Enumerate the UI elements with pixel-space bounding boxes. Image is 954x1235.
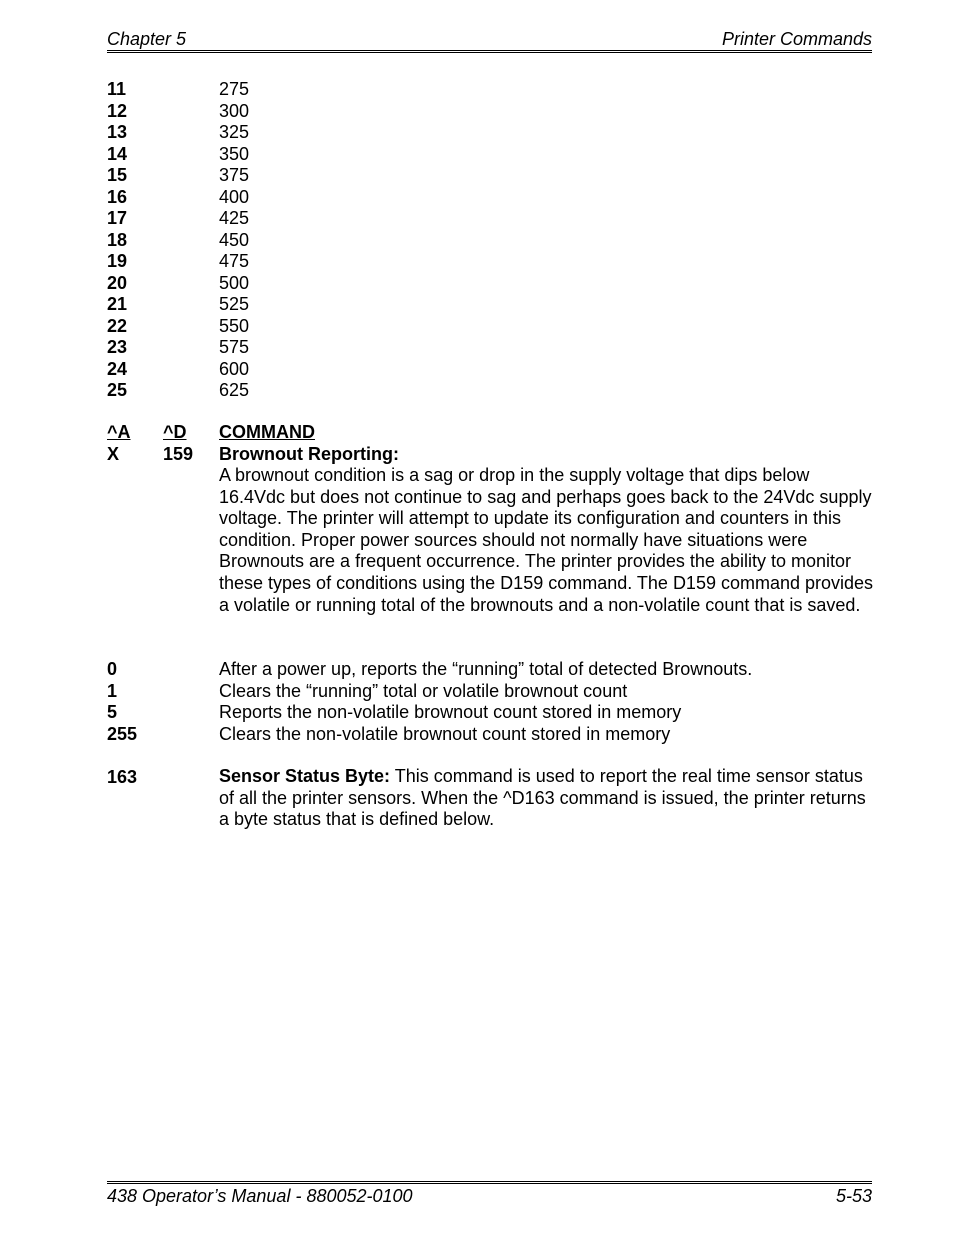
value-amount: 375 — [219, 165, 250, 185]
value-amount: 600 — [219, 358, 250, 379]
page-footer — [107, 1184, 872, 1208]
value-amount: 625 — [219, 380, 250, 400]
value-index: 22 — [107, 315, 128, 336]
sensor-description: This command is used to report the real time sensor status of all the printer sensors. When the ^D163 command is issued, the printer returns a byte status that is defined below. — [219, 766, 866, 830]
manual-title: 438 Operator’s Manual - 880052-0100 — [107, 1186, 413, 1206]
sensor-d-code: 163 — [107, 767, 138, 787]
value-amount: 275 — [219, 79, 250, 99]
value-amount: 300 — [219, 100, 250, 121]
option-description: Clears the non-volatile brownout count stored in memory — [219, 723, 671, 744]
page-header — [107, 27, 872, 51]
sensor-title: Sensor Status Byte: — [219, 766, 391, 786]
column-header-command: COMMAND — [219, 422, 315, 442]
value-amount: 475 — [219, 251, 250, 271]
value-index: 11 — [107, 79, 127, 99]
value-amount: 400 — [219, 186, 250, 207]
value-index: 14 — [107, 143, 128, 164]
option-value: 5 — [107, 702, 118, 723]
value-index: 24 — [107, 358, 128, 379]
value-index: 13 — [107, 122, 128, 142]
value-index: 18 — [107, 229, 128, 250]
value-amount: 550 — [219, 315, 250, 336]
option-value: 0 — [107, 659, 118, 679]
brownout-a-code: X — [107, 444, 120, 464]
option-value: 255 — [107, 723, 138, 744]
value-index: 16 — [107, 186, 128, 207]
option-description: Reports the non-volatile brownout count stored in memory — [219, 702, 682, 723]
option-value: 1 — [107, 680, 118, 701]
value-index: 25 — [107, 380, 128, 400]
brownout-title: Brownout Reporting: — [219, 444, 399, 464]
value-index: 19 — [107, 251, 128, 271]
brownout-d-code: 159 — [163, 444, 194, 464]
value-amount: 425 — [219, 208, 250, 228]
column-header-a: ^A — [107, 422, 131, 442]
value-index: 20 — [107, 272, 128, 293]
column-header-d: ^D — [163, 422, 187, 442]
value-index: 17 — [107, 208, 128, 228]
sensor-description-block — [219, 766, 874, 831]
value-index: 12 — [107, 100, 128, 121]
page-number: 5-53 — [835, 1186, 872, 1206]
section-label: Printer Commands — [721, 29, 872, 49]
value-amount: 450 — [219, 229, 250, 250]
header-rule — [107, 50, 872, 53]
option-description: After a power up, reports the “running” total of detected Brownouts. — [219, 659, 753, 679]
option-description: Clears the “running” total or volatile brownout count — [219, 680, 628, 701]
value-amount: 525 — [219, 294, 250, 314]
value-amount: 350 — [219, 143, 250, 164]
value-amount: 500 — [219, 272, 250, 293]
value-amount: 575 — [219, 337, 250, 357]
value-index: 15 — [107, 165, 128, 185]
value-index: 21 — [107, 294, 128, 314]
value-amount: 325 — [219, 122, 250, 142]
brownout-description: A brownout condition is a sag or drop in the supply voltage that dips below 16.4Vdc but does not continue to sag and perhaps goes back to the 24Vdc supply voltage. The printer will attempt to update its configuration and counters in this condition. Proper power sources should not normally have situations were Brownouts are a frequent occurrence. The printer provides the ability to monitor these types of conditions using the D159 command. The D159 command provides a volatile or running total of the brownouts and a non-volatile count that is saved. — [219, 465, 874, 615]
chapter-label: Chapter 5 — [107, 29, 187, 49]
value-index: 23 — [107, 337, 128, 357]
